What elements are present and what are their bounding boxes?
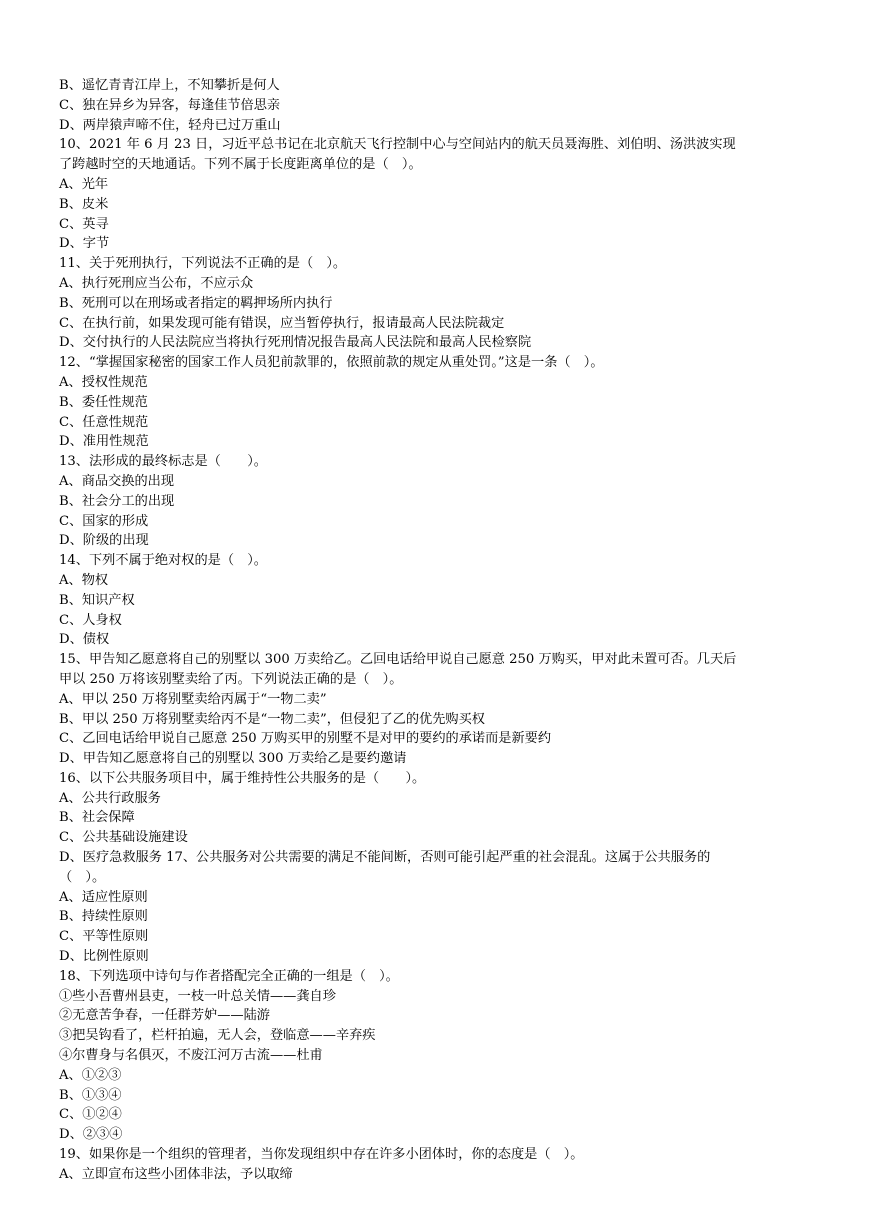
option-line: B、①③④	[59, 1087, 122, 1103]
option-line: D、甲告知乙愿意将自己的别墅以 300 万卖给乙是要约邀请	[59, 751, 407, 767]
option-line: D、比例性原则	[59, 949, 149, 965]
option-line: C、在执行前，如果发现可能有错误，应当暂停执行，报请最高人民法院裁定	[59, 315, 505, 331]
option-line: D、交付执行的人民法院应当将执行死刑情况报告最高人民法院和最高人民检察院	[59, 335, 532, 351]
option-line: A、物权	[59, 572, 109, 588]
document-page	[59, 76, 829, 1185]
text-line: B、遥忆青青江岸上，不知攀折是何人	[59, 78, 280, 93]
poem-item: ③把吴钩看了，栏杆拍遍，无人会，登临意——辛弃疾	[59, 1028, 376, 1044]
question-17-stem-cont: （ ）。	[59, 869, 106, 885]
poem-item: ④尔曹身与名俱灭，不废江河万古流——杜甫	[59, 1048, 323, 1064]
question-11-stem: 11、关于死刑执行，下列说法不正确的是（ ）。	[59, 256, 347, 272]
option-line: D、②③④	[59, 1127, 123, 1143]
option-line: B、持续性原则	[59, 909, 148, 925]
text-line: D、两岸猿声啼不住，轻舟已过万重山	[59, 117, 281, 133]
question-15-stem: 15、甲告知乙愿意将自己的别墅以 300 万卖给乙。乙回电话给甲说自己愿意 250 万购买，甲对此未置可否。几天后	[59, 652, 737, 668]
option-line: C、平等性原则	[59, 929, 149, 945]
question-10-stem: 10、2021 年 6 月 23 日，习近平总书记在北京航天飞行控制中心与空间站内的航天员聂海胜、刘伯明、汤洪波实现	[59, 137, 736, 153]
question-19-stem: 19、如果你是一个组织的管理者，当你发现组织中存在许多小团体时，你的态度是（ ）。	[59, 1147, 584, 1163]
option-line: A、公共行政服务	[59, 790, 161, 806]
option-line: D、准用性规范	[59, 434, 149, 450]
question-18-stem: 18、下列选项中诗句与作者搭配完全正确的一组是（ ）。	[59, 968, 399, 984]
option-line: B、社会分工的出现	[59, 493, 175, 509]
option-line: A、适应性原则	[59, 889, 148, 905]
option-line: B、皮米	[59, 196, 109, 212]
question-12-stem: 12、“掌握国家秘密的国家工作人员犯前款罪的，依照前款的规定从重处罚。”这是一条（ ）。	[59, 355, 604, 371]
option-line: B、甲以 250 万将别墅卖给丙不是“一物二卖”，但侵犯了乙的优先购买权	[59, 711, 485, 727]
question-10-stem-cont: 了跨越时空的天地通话。下列不属于长度距离单位的是（ ）。	[59, 157, 422, 173]
question-13-stem: 13、法形成的最终标志是（ ）。	[59, 454, 267, 470]
question-14-stem: 14、下列不属于绝对权的是（ ）。	[59, 553, 267, 569]
option-line: C、公共基础设施建设	[59, 830, 188, 846]
question-16-stem: 16、以下公共服务项目中，属于维持性公共服务的是（ ）。	[59, 770, 426, 786]
option-line: D、阶级的出现	[59, 533, 149, 549]
option-line: C、①②④	[59, 1107, 122, 1123]
option-line: A、商品交换的出现	[59, 473, 175, 489]
option-line: D、债权	[59, 632, 110, 648]
option-line-and-question-17-stem: D、医疗急救服务 17、公共服务对公共需要的满足不能间断，否则可能引起严重的社会混乱。这属于公共服务的	[59, 850, 711, 866]
option-line: C、乙回电话给甲说自己愿意 250 万购买甲的别墅不是对甲的要约的承诺而是新要约	[59, 731, 552, 747]
option-line: C、任意性规范	[59, 414, 149, 430]
question-15-stem-cont: 甲以 250 万将该别墅卖给了丙。下列说法正确的是（ ）。	[59, 671, 403, 687]
option-line: C、国家的形成	[59, 513, 149, 529]
poem-item: ②无意苦争春，一任群芳妒——陆游	[59, 1008, 270, 1024]
option-line: B、死刑可以在刑场或者指定的羁押场所内执行	[59, 295, 333, 311]
option-line: C、人身权	[59, 612, 122, 628]
poem-item: ①些小吾曹州县吏，一枝一叶总关情——龚自珍	[59, 988, 336, 1004]
option-line: D、字节	[59, 236, 110, 252]
option-line: A、甲以 250 万将别墅卖给丙属于“一物二卖”	[59, 691, 327, 707]
option-line: B、委任性规范	[59, 394, 148, 410]
option-line: B、知识产权	[59, 592, 135, 608]
text-line: C、独在异乡为异客，每逢佳节倍思亲	[59, 97, 281, 113]
option-line: A、授权性规范	[59, 374, 148, 390]
option-line: A、执行死刑应当公布，不应示众	[59, 275, 254, 291]
option-line: B、社会保障	[59, 810, 135, 826]
option-line: A、光年	[59, 176, 109, 192]
option-line: A、立即宣布这些小团体非法，予以取缔	[59, 1166, 293, 1182]
option-line: C、英寻	[59, 216, 109, 232]
option-line: A、①②③	[59, 1067, 122, 1083]
